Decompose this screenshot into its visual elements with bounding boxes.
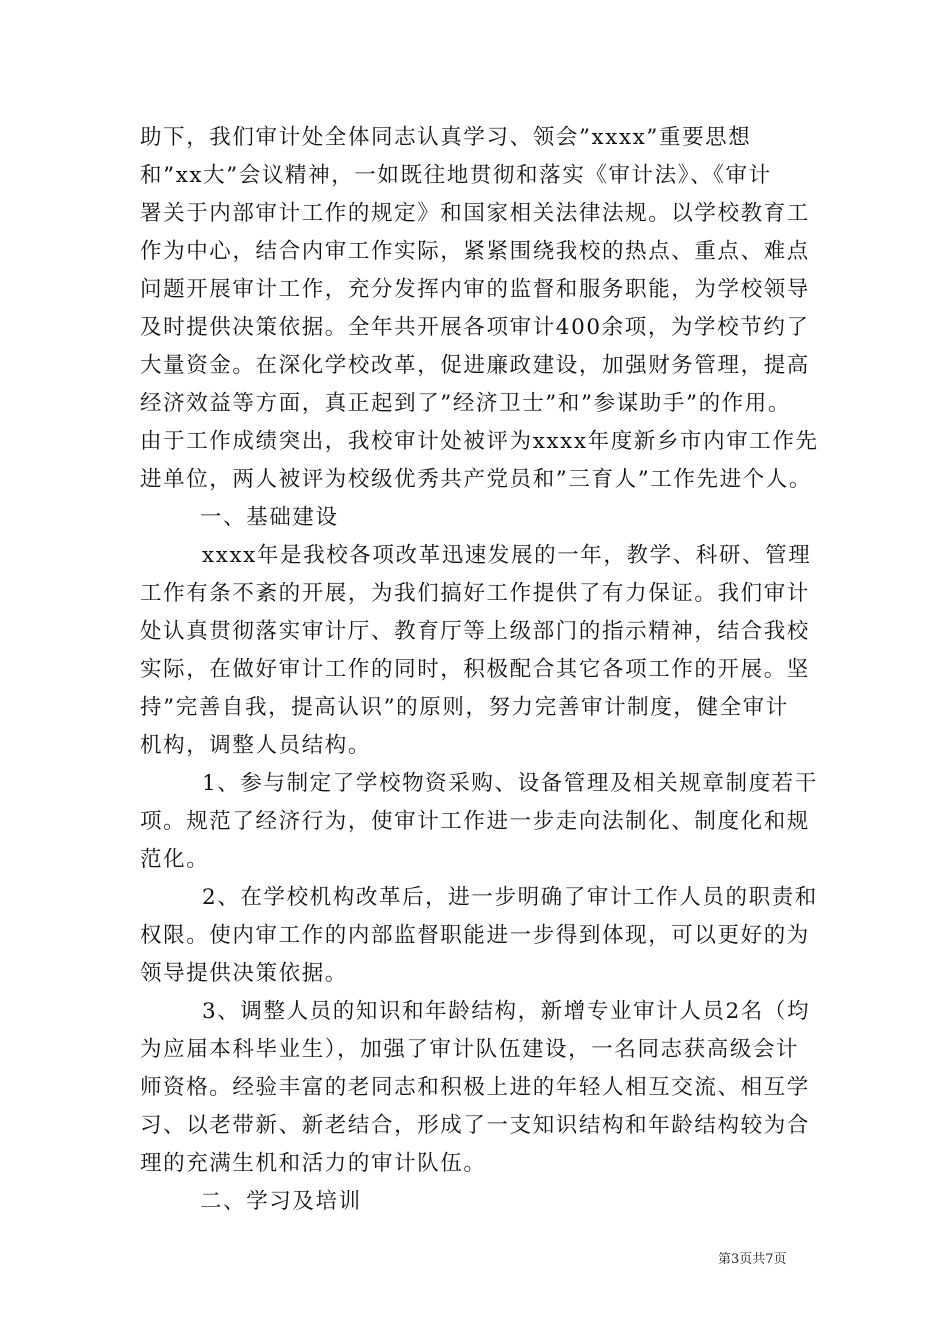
body-text-line: 为应届本科毕业生），加强了审计队伍建设，一名同志获高级会计 bbox=[140, 1037, 800, 1062]
body-text-line: 署关于内部审计工作的规定》和国家相关法律法规。以学校教育工 bbox=[140, 201, 810, 226]
body-text-line: 助下，我们审计处全体同志认真学习、领会”xxxx”重要思想 bbox=[140, 125, 752, 150]
list-item-line: 2、在学校机构改革后，进一步明确了审计工作人员的职责和 bbox=[202, 885, 818, 910]
body-text-line: 问题开展审计工作，充分发挥内审的监督和服务职能，为学校领导 bbox=[140, 277, 810, 302]
body-text-line: 大量资金。在深化学校改革，促进廉政建设，加强财务管理，提高 bbox=[140, 353, 810, 378]
body-text-line: 实际，在做好审计工作的同时，积极配合其它各项工作的开展。坚 bbox=[140, 657, 810, 682]
section-heading: 二、学习及培训 bbox=[200, 1189, 362, 1214]
body-text-line: xxxx年是我校各项改革迅速发展的一年，教学、科研、管理 bbox=[202, 543, 812, 568]
list-item-line: 3、调整人员的知识和年龄结构，新增专业审计人员2名（均 bbox=[202, 999, 811, 1024]
body-text-line: 范化。 bbox=[140, 847, 210, 872]
body-text-line: 习、以老带新、新老结合，形成了一支知识结构和年龄结构较为合 bbox=[140, 1113, 810, 1138]
body-text-line: 持”完善自我，提高认识”的原则，努力完善审计制度，健全审计 bbox=[140, 695, 789, 720]
body-text-line: 处认真贯彻落实审计厅、教育厅等上级部门的指示精神，结合我校 bbox=[140, 619, 810, 644]
body-text-line: 师资格。经验丰富的老同志和积极上进的年轻人相互交流、相互学 bbox=[140, 1075, 810, 1100]
body-text-line: 工作有条不紊的开展，为我们搞好工作提供了有力保证。我们审计 bbox=[140, 581, 810, 606]
page-number: 第3页共7页 bbox=[718, 1252, 787, 1267]
list-item-line: 1、参与制定了学校物资采购、设备管理及相关规章制度若干 bbox=[202, 771, 818, 796]
body-text-line: 作为中心，结合内审工作实际，紧紧围绕我校的热点、重点、难点 bbox=[140, 239, 810, 264]
section-heading: 一、基础建设 bbox=[200, 505, 339, 530]
body-text-line: 项。规范了经济行为，使审计工作进一步走向法制化、制度化和规 bbox=[140, 809, 810, 834]
body-text-line: 权限。使内审工作的内部监督职能进一步得到体现，可以更好的为 bbox=[140, 923, 810, 948]
body-text-line: 及时提供决策依据。全年共开展各项审计400余项，为学校节约了 bbox=[140, 315, 810, 340]
body-text-line: 理的充满生机和活力的审计队伍。 bbox=[140, 1151, 487, 1176]
body-text-line: 机构，调整人员结构。 bbox=[140, 733, 372, 758]
body-text-line: 由于工作成绩突出，我校审计处被评为xxxx年度新乡市内审工作先 bbox=[140, 429, 819, 454]
body-text-line: 领导提供决策依据。 bbox=[140, 961, 348, 986]
body-text-line: 和”xx大”会议精神，一如既往地贯彻和落实《审计法》、《审计 bbox=[140, 163, 772, 188]
body-text-line: 经济效益等方面，真正起到了”经济卫士”和”参谋助手”的作用。 bbox=[140, 391, 791, 416]
body-text-line: 进单位，两人被评为校级优秀共产党员和”三育人”工作先进个人。 bbox=[140, 467, 812, 492]
